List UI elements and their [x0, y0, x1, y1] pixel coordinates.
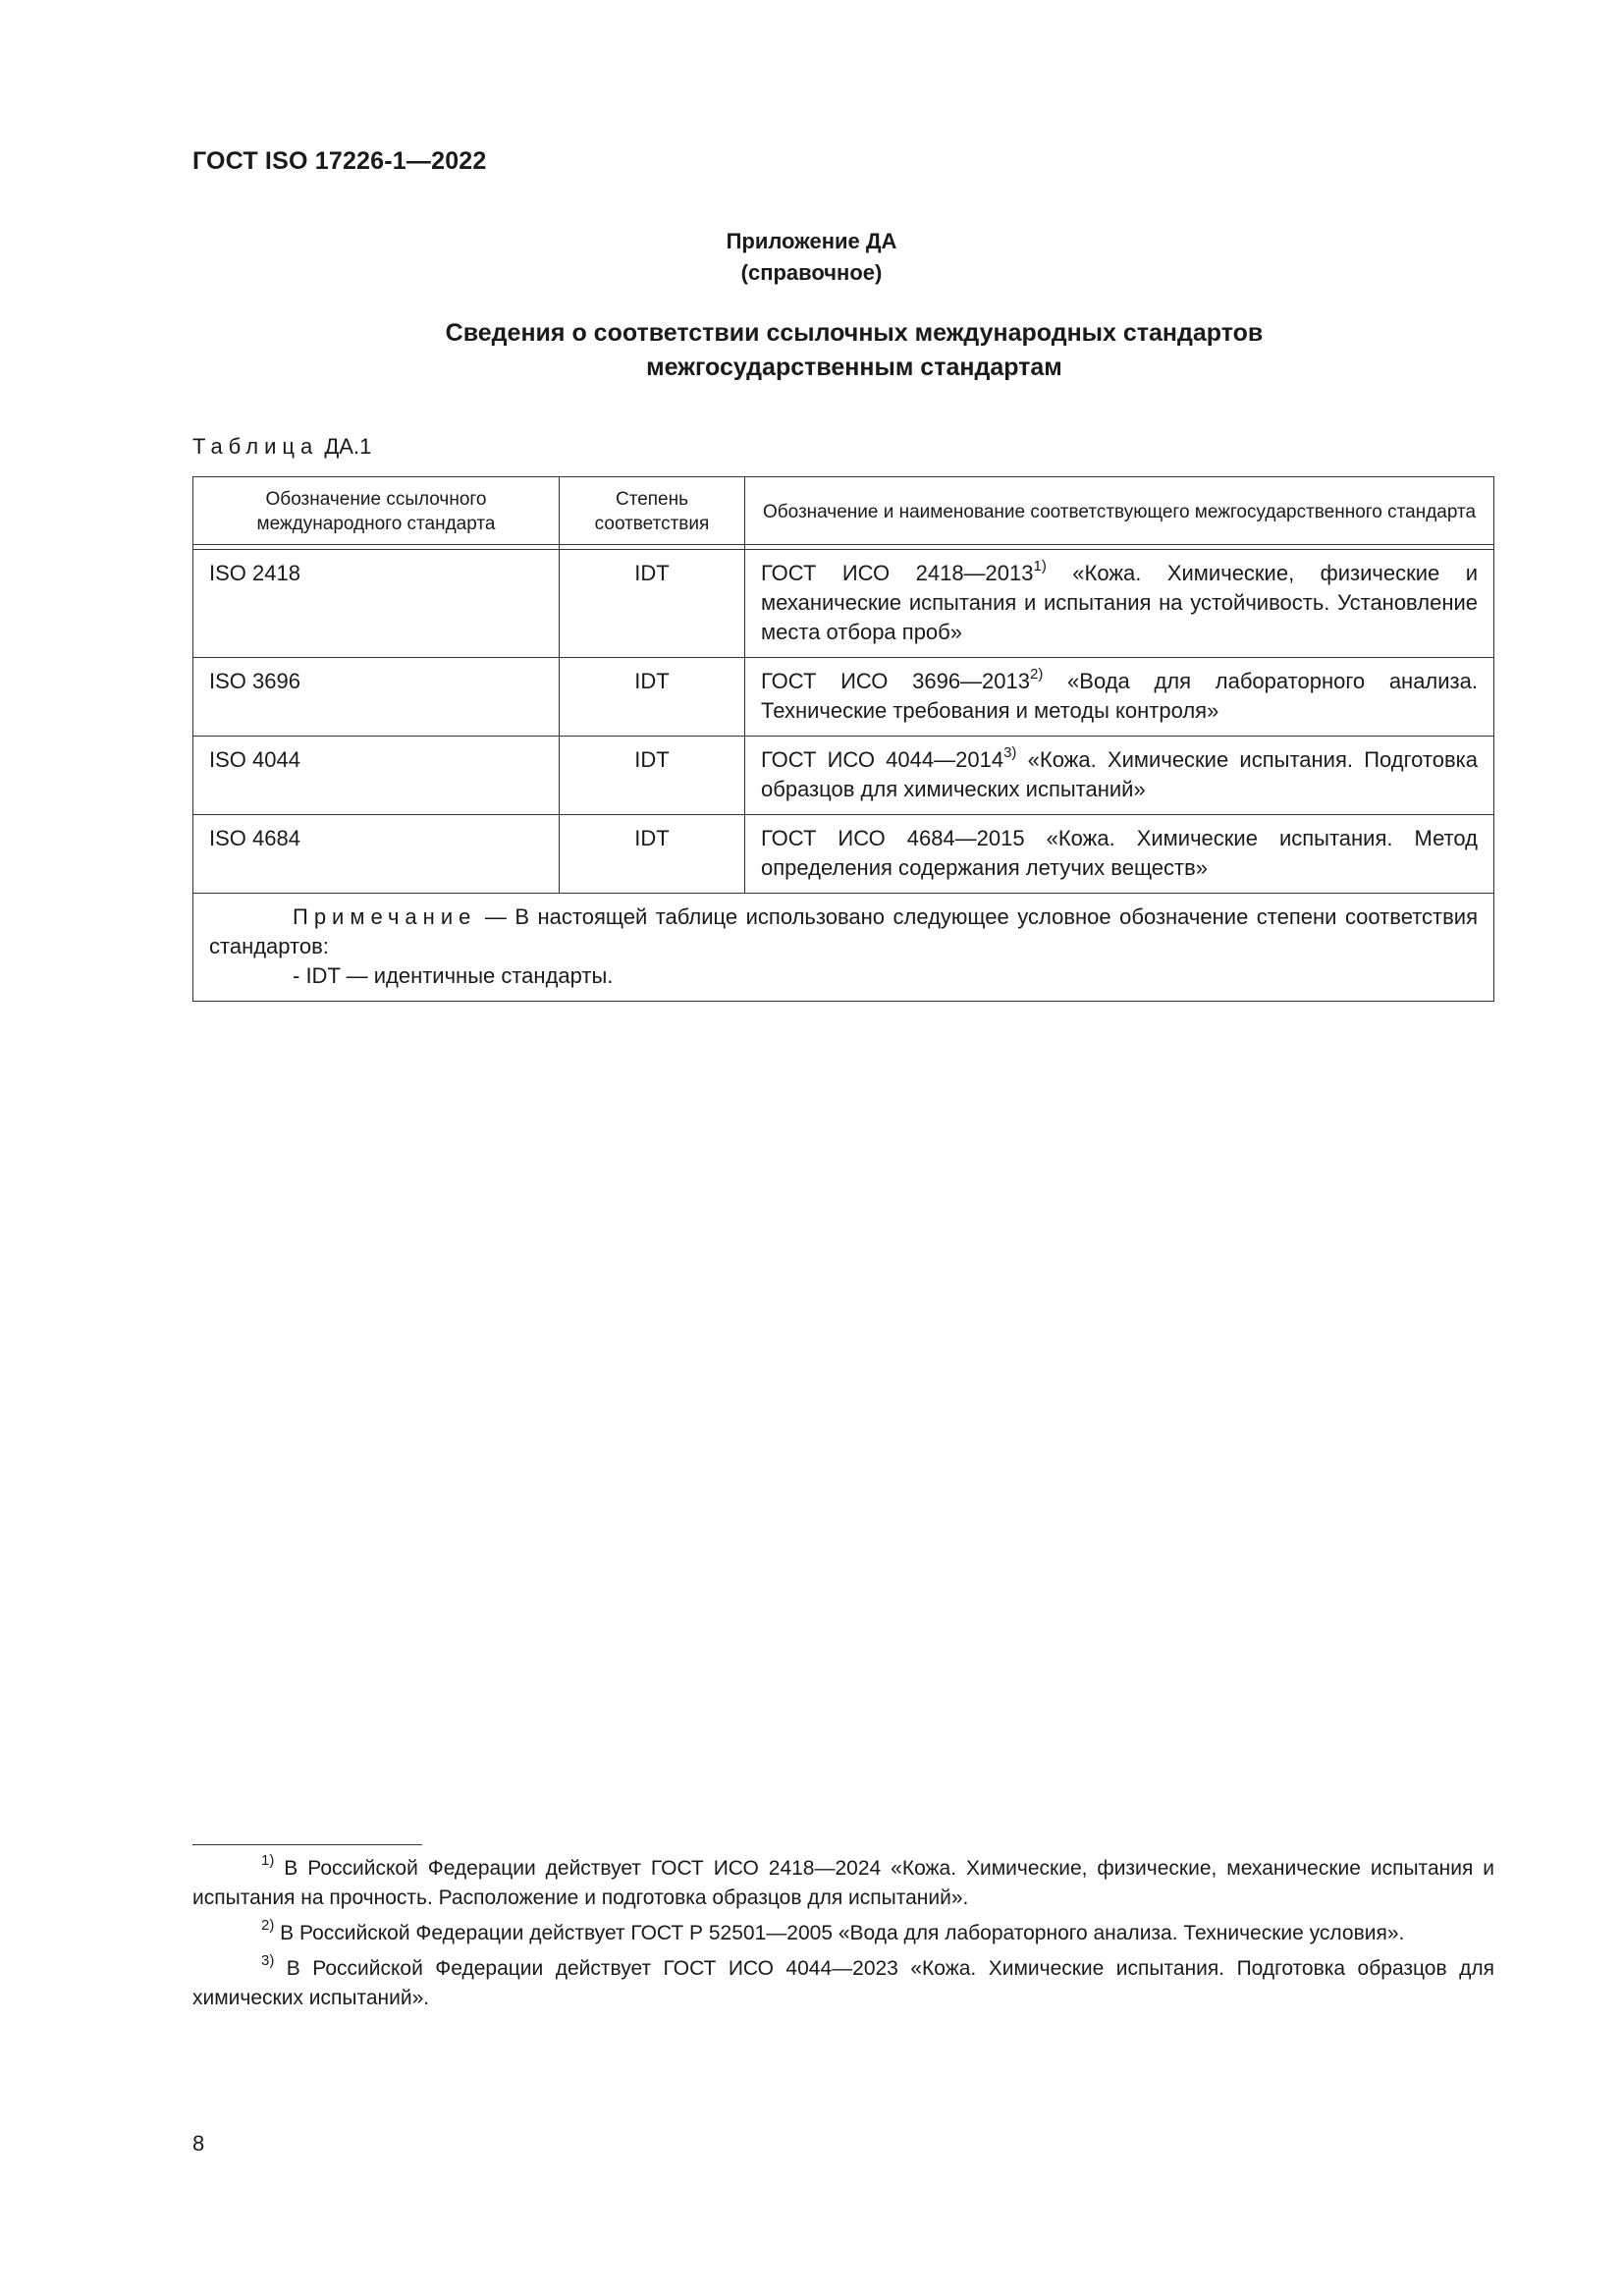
footnote-mark: 2): [261, 1917, 275, 1934]
gost-designation: ГОСТ ИСО 3696—2013: [761, 669, 1030, 693]
gost-title: «Кожа. Химические, физические и механические испытания и испытания на устойчивость. Установление места отбора проб»: [761, 561, 1478, 644]
document-code: ГОСТ ISO 17226-1—2022: [192, 147, 487, 175]
gost-title: «Кожа. Химические испытания. Подготовка образцов для химических испытаний»: [761, 747, 1478, 801]
correspondence-table: [192, 476, 1494, 1002]
cell-ref: ISO 3696: [193, 658, 560, 737]
footnote-mark: 3): [261, 1952, 275, 1969]
table-header-row: [193, 477, 1494, 545]
table-row: [193, 550, 1494, 658]
appendix-type: (справочное): [740, 260, 883, 285]
cell-degree: IDT: [560, 815, 745, 894]
note-text: — В настоящей таблице использовано следующее условное обозначение степени соответствия стандартов:: [209, 904, 1478, 958]
section-title-line1: Сведения о соответствии ссылочных международных стандартов: [445, 319, 1264, 347]
table-row: [193, 658, 1494, 737]
footnote-ref: 2): [1030, 665, 1044, 683]
header-gost: Обозначение и наименование соответствующего межгосударственного стандарта: [745, 477, 1494, 545]
table-caption-label: Таблица: [192, 434, 319, 459]
cell-degree: IDT: [560, 737, 745, 815]
header-degree: Степень соответствия: [560, 477, 745, 545]
header-ref-standard: Обозначение ссылочного международного стандарта: [193, 477, 560, 545]
cell-gost: [745, 550, 1494, 658]
footnote-text: В Российской Федерации действует ГОСТ ИСО 2418—2024 «Кожа. Химические, физические, механические испытания и испытания на прочность. Расположение и подготовка образцов для испытаний».: [192, 1857, 1494, 1909]
table-note: [193, 894, 1494, 1002]
cell-ref: ISO 4684: [193, 815, 560, 894]
cell-gost: [745, 658, 1494, 737]
table-row: [193, 737, 1494, 815]
cell-gost: [745, 815, 1494, 894]
footnote-ref: 3): [1003, 743, 1017, 761]
footnote-mark: 1): [261, 1852, 275, 1869]
gost-title: «Вода для лабораторного анализа. Технические требования и методы контроля»: [761, 669, 1478, 723]
footnotes: [192, 1854, 1494, 2019]
cell-gost: [745, 737, 1494, 815]
footnote: [192, 1954, 1494, 2013]
section-title: [0, 316, 1623, 385]
cell-degree: IDT: [560, 550, 745, 658]
cell-degree: IDT: [560, 658, 745, 737]
gost-designation: ГОСТ ИСО 4684—2015: [761, 826, 1025, 850]
page-number: 8: [192, 2131, 205, 2156]
note-item: - IDT — идентичные стандарты.: [293, 963, 614, 988]
appendix-title: Приложение ДА: [726, 229, 897, 253]
gost-designation: ГОСТ ИСО 2418—2013: [761, 561, 1034, 585]
gost-title: «Кожа. Химические испытания. Метод определения содержания летучих веществ»: [761, 826, 1478, 880]
section-title-line2: межгосударственным стандартам: [646, 354, 1062, 381]
cell-ref: ISO 4044: [193, 737, 560, 815]
table-caption-number: ДА.1: [324, 434, 372, 459]
footnote-text: В Российской Федерации действует ГОСТ ИСО 4044—2023 «Кожа. Химические испытания. Подготовка образцов для химических испытаний».: [192, 1957, 1494, 2009]
footnote: [192, 1919, 1494, 1948]
footnote-text: В Российской Федерации действует ГОСТ Р 52501—2005 «Вода для лабораторного анализа. Технические условия».: [274, 1922, 1405, 1944]
table-caption: [192, 434, 371, 460]
appendix-heading: [0, 226, 1623, 289]
table-note-row: [193, 894, 1494, 1002]
footnote-separator: [192, 1844, 422, 1845]
note-label: Примечание: [293, 904, 477, 929]
table-row: [193, 815, 1494, 894]
cell-ref: ISO 2418: [193, 550, 560, 658]
footnote-ref: 1): [1033, 557, 1047, 574]
gost-designation: ГОСТ ИСО 4044—2014: [761, 747, 1004, 772]
footnote: [192, 1854, 1494, 1913]
